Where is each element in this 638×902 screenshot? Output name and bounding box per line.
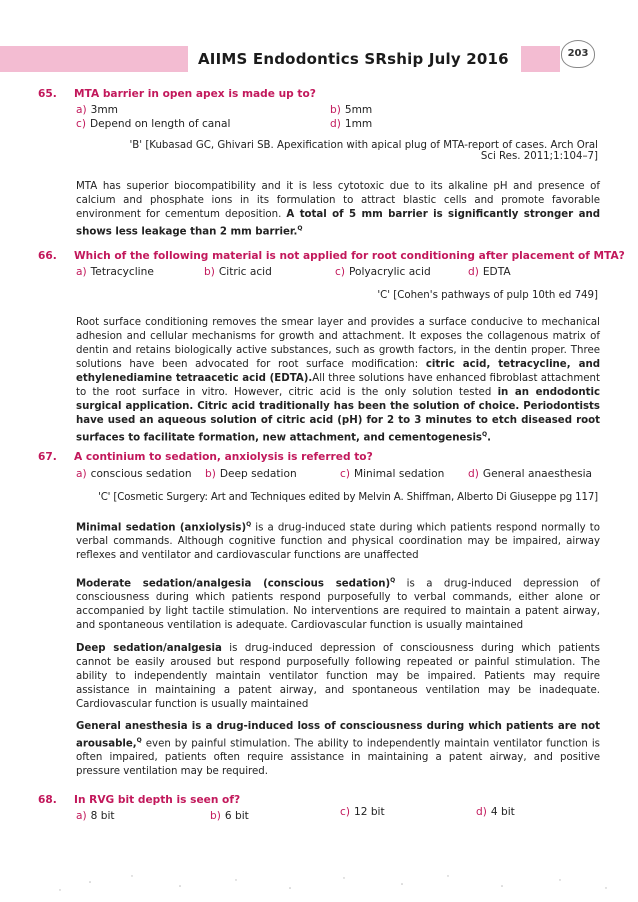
option-text: Polyacrylic acid <box>348 266 431 278</box>
option-b <box>204 266 272 278</box>
question-67 <box>38 451 373 463</box>
question-text: Which of the following material is not applied for root conditioning after placement of MTA? <box>74 250 625 262</box>
page-number-badge: 203 <box>561 40 595 68</box>
option-text: 8 bit <box>90 810 115 822</box>
option-b <box>330 104 372 116</box>
option-text: Deep sedation <box>219 468 297 480</box>
answer-reference: 'C' [Cohen's pathways of pulp 10th ed 749] <box>377 290 598 301</box>
option-c <box>335 266 431 278</box>
definition-minimal-sedation <box>76 518 600 563</box>
definition-term: Moderate sedation/analgesia (conscious sedation) <box>76 578 391 590</box>
definition-term: General anesthesia is a drug-induced loss of consciousness during which patients are not arousable, <box>76 721 600 750</box>
option-text: 12 bit <box>353 806 385 818</box>
option-a <box>76 104 118 116</box>
option-letter: c) <box>76 118 86 130</box>
option-text: 1mm <box>344 118 373 130</box>
reference-line: 'B' [Kubasad GC, Ghivari SB. Apexification with apical plug of MTA-report of cases. Arch Oral <box>129 140 598 151</box>
option-a <box>76 810 115 822</box>
option-letter: a) <box>76 266 87 278</box>
explanation-bold: A total of 5 mm barrier is significantly stronger and shows less leakage than 2 mm barrier. <box>76 209 600 238</box>
question-68 <box>38 794 240 806</box>
option-text: Depend on length of canal <box>89 118 231 130</box>
option-a <box>76 468 192 480</box>
option-letter: d) <box>330 118 341 130</box>
explanation-text: Root surface conditioning removes the smear layer and provides a surface conducive to mechanical adhesion and cellular mechanisms for growth and attachment. It exposes the collagenous matrix of dentin and retains biologically active substances, such as growth factors, in the dentin proper. Three solutions have been advocated for root surface modification: <box>76 317 600 370</box>
option-letter: b) <box>210 810 221 822</box>
definition-text: is a drug-induced state during which patients respond normally to verbal commands. Although cognitive function and physical coordination may be impaired, airway reflexes and ventilator and cardiovascular functions are unaffected <box>76 522 600 562</box>
option-letter: c) <box>340 468 350 480</box>
page-header <box>0 46 638 72</box>
page-title: AIIMS Endodontics SRship July 2016 <box>188 46 521 72</box>
option-letter: b) <box>204 266 215 278</box>
explanation-paragraph <box>76 180 600 239</box>
question-number: 67. <box>38 451 57 463</box>
question-marker: Q <box>246 521 252 528</box>
option-b <box>205 468 297 480</box>
question-marker: Q <box>136 737 142 744</box>
question-66 <box>38 250 625 262</box>
option-c <box>340 806 385 818</box>
option-d <box>330 118 372 130</box>
option-letter: a) <box>76 468 87 480</box>
option-d <box>468 266 511 278</box>
option-d <box>468 468 592 480</box>
option-text: Tetracycline <box>90 266 154 278</box>
definition-term: Minimal sedation (anxiolysis) <box>76 522 247 534</box>
definition-text: even by painful stimulation. The ability to independently maintain ventilator function is often impaired, patients often require assistance in maintaining a patent airway, and positive pressure ventilation may be required. <box>76 738 600 778</box>
option-letter: d) <box>476 806 487 818</box>
option-letter: a) <box>76 104 87 116</box>
option-b <box>210 810 249 822</box>
explanation-bold: in an endodontic surgical application. Citric acid traditionally has been the solution of choice. Periodontists have used an aqueous solution of citric acid (pH) for 2 to 3 minutes to etch diseased root surfaces to facilitate formation, new attachment, and cementogenesis <box>76 387 600 444</box>
option-d <box>476 806 515 818</box>
option-text: 3mm <box>90 104 119 116</box>
option-text: EDTA <box>482 266 511 278</box>
question-text: MTA barrier in open apex is made up to? <box>74 88 316 100</box>
option-letter: b) <box>205 468 216 480</box>
definition-deep-sedation <box>76 642 600 712</box>
option-letter: d) <box>468 266 479 278</box>
option-text: 6 bit <box>224 810 249 822</box>
option-text: Citric acid <box>218 266 272 278</box>
reference-line: Sci Res. 2011;1:104–7] <box>480 151 598 162</box>
question-number: 66. <box>38 250 57 262</box>
option-c <box>76 118 230 130</box>
option-c <box>340 468 444 480</box>
option-text: 4 bit <box>490 806 515 818</box>
option-text: General anaesthesia <box>482 468 593 480</box>
question-65 <box>38 88 316 100</box>
option-letter: c) <box>335 266 345 278</box>
explanation-text: All three solutions have enhanced fibroblast attachment to the root surface in vitro. However, citric acid is the only solution tested <box>76 373 600 398</box>
answer-reference <box>90 140 598 162</box>
option-letter: d) <box>468 468 479 480</box>
question-marker: Q <box>390 577 396 584</box>
explanation-bold: citric acid, tetracycline, and ethylenediamine tetraacetic acid (EDTA). <box>76 359 600 384</box>
option-letter: c) <box>340 806 350 818</box>
option-text: conscious sedation <box>90 468 192 480</box>
explanation-bold: . <box>487 432 491 444</box>
definition-term: Deep sedation/analgesia <box>76 643 222 654</box>
question-number: 65. <box>38 88 57 100</box>
question-text: In RVG bit depth is seen of? <box>74 794 241 806</box>
option-text: 5mm <box>344 104 373 116</box>
option-letter: b) <box>330 104 341 116</box>
option-text: Minimal sedation <box>353 468 445 480</box>
question-marker: Q <box>297 225 303 232</box>
option-letter: a) <box>76 810 87 822</box>
question-text: A continium to sedation, anxiolysis is referred to? <box>74 451 373 463</box>
definition-text: is drug-induced depression of consciousness during which patients cannot be easily aroused but respond purposefully following repeated or painful stimulation. The ability to independently maintain ventilator function may be impaired. Patients may require assistance in maintaining a patent airway, and spontaneous ventilation may be inadequate. Cardiovascular function is usually maintained <box>76 643 600 710</box>
question-number: 68. <box>38 794 57 806</box>
definition-general-anesthesia <box>76 720 600 779</box>
definition-moderate-sedation <box>76 574 600 633</box>
answer-reference: 'C' [Cosmetic Surgery: Art and Techniques edited by Melvin A. Shiffman, Alberto Di Giuseppe pg 117] <box>98 492 598 503</box>
option-a <box>76 266 154 278</box>
definition-text: is a drug-induced depression of consciousness during which patients respond purposefully to verbal commands, either alone or accompanied by light tactile stimulation. No interventions are required to maintain a patent airway, and spontaneous ventilation is adequate. Cardiovascular function is usually maintained <box>76 578 600 632</box>
scan-noise-dots <box>0 868 638 898</box>
explanation-text: MTA has superior biocompatibility and it is less cytotoxic due to its alkaline pH and presence of calcium and phosphate ions in its formulation to attract blastic cells and promote favorable environment for cementum deposition. <box>76 181 600 220</box>
explanation-paragraph <box>76 316 600 445</box>
question-marker: Q <box>482 431 488 438</box>
